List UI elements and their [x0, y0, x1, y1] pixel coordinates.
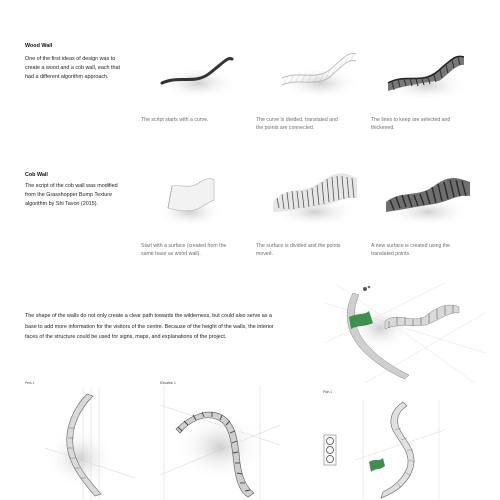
- walls-description: [25, 311, 274, 343]
- wood-caption-2: [256, 116, 338, 133]
- caption-line: translated points.: [371, 251, 411, 258]
- cob-wall-surface-render: [150, 170, 245, 230]
- cob-wall-title: Cob Wall: [25, 172, 48, 178]
- cob-wall-moved-points-render: [265, 168, 365, 230]
- caption-line: Start with a surface (created from the: [141, 243, 227, 249]
- bottom-drawing-3-render: [355, 400, 445, 500]
- wood-wall-curve-render: [150, 45, 245, 105]
- caption-line: The surface is divided and the points: [256, 243, 341, 249]
- caption-line: same base as wood wall).: [141, 251, 201, 258]
- caption-line: thickened.: [371, 125, 395, 132]
- caption-line: The script starts with a curve.: [141, 117, 209, 123]
- cob-wall-line: algorithm by Shi Tavori (2015).: [25, 201, 99, 208]
- cob-wall-new-surface-render: [378, 170, 478, 230]
- caption-line: A new surface is created using the: [371, 243, 451, 249]
- bottom-drawing-1-render: [25, 388, 135, 500]
- caption-line: The lines to keep are selected and: [371, 117, 451, 123]
- wood-wall-thickened-render: [380, 45, 475, 105]
- description-line: faces of the structure could be used for signs, maps, and explanations of the project.: [25, 334, 227, 340]
- drawing-tag-2: Elevation 1: [160, 381, 176, 385]
- description-line: The shape of the walls do not only create a clear path towards the wilderness, but could also serve as a: [25, 313, 272, 319]
- caption-line: The curve is divided, translated and: [256, 117, 338, 123]
- drawing-tag-3: Plan 1: [323, 390, 333, 394]
- cob-caption-2: [256, 242, 341, 259]
- caption-line: moved.: [256, 251, 274, 258]
- wood-wall-line: One of the first ideas of design was to: [25, 56, 116, 62]
- wood-caption-1: [141, 116, 208, 124]
- drawing-tag-1: Pers 1: [25, 381, 35, 385]
- wood-caption-3: [371, 116, 450, 133]
- wood-wall-connected-points-render: [272, 45, 367, 105]
- wood-wall-line: create a wood and a cob wall, each that: [25, 65, 120, 72]
- wood-wall-title: Wood Wall: [25, 43, 53, 49]
- wood-wall-text: [25, 55, 120, 83]
- cob-wall-line: from the Grasshopper Bump Texture: [25, 192, 113, 199]
- plan-detail-render: [318, 395, 350, 475]
- wood-wall-line: had a different algorithm approach.: [25, 74, 109, 81]
- caption-line: the points are connected.: [256, 125, 315, 132]
- cob-caption-3: [371, 242, 450, 259]
- description-line: base to add more information for the visitors of the centre. Because of the height of the walls, the interior: [25, 323, 274, 330]
- cob-caption-1: [141, 242, 226, 259]
- site-perspective-render: [325, 283, 485, 383]
- bottom-drawing-2-render: [160, 385, 280, 500]
- cob-wall-text: [25, 182, 118, 210]
- cob-wall-line: The script of the cob wall was modified: [25, 183, 118, 189]
